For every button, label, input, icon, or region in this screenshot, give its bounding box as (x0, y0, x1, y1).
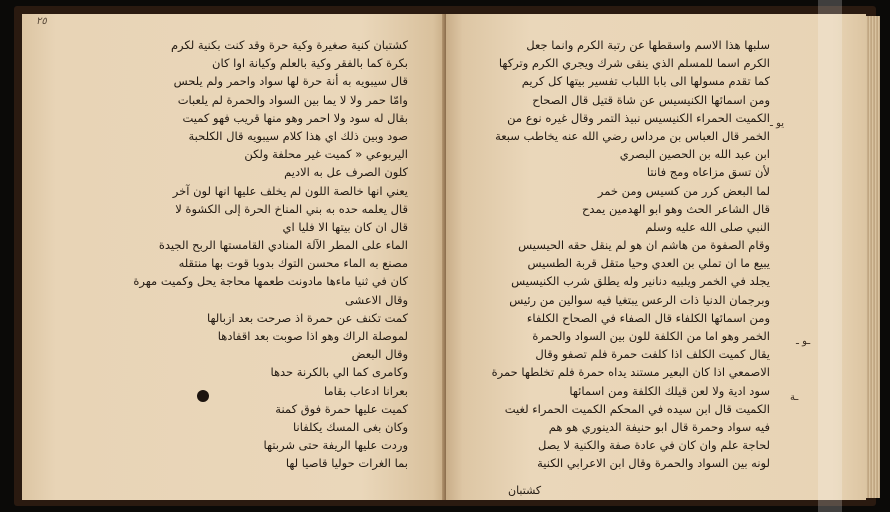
margin-note: يو ـ (770, 118, 785, 129)
manuscript-line: كميت عليها حمرة فوق كمنة (275, 401, 408, 416)
manuscript-line: بقال له سود ولا احمر وهو منها قريب فهو كميت (182, 110, 408, 125)
manuscript-line: صود وبين ذلك اي هذا كلام سيبويه قال الكلحبة (188, 128, 408, 143)
manuscript-line: وامّا حمر ولا لا يما بين السواد والحمرة لم يلعبات (177, 92, 408, 107)
manuscript-line: كان في ثنيا ماءها مادونت طعمها محاجة يحل وكميت مهرة (133, 274, 408, 289)
margin-note: ـة (790, 392, 799, 403)
manuscript-line: سود ادية ولا لعن قيلك الكلفة ومن اسمائها (569, 383, 770, 398)
page-edges (866, 16, 880, 498)
ink-blot (197, 390, 209, 402)
page-number: ٢٥ (36, 16, 47, 27)
manuscript-line: يقال كميت الكلف اذا كلفت حمرة فلم تصفو وقال (535, 347, 770, 362)
manuscript-line: مصنع به الماء محسن التوك بدوبا قوت بها منتقله (178, 256, 408, 271)
manuscript-line: وقال البعض (351, 347, 408, 362)
manuscript-line: يجلد في الخمر ويلبيه دنانير وله يطلق شرب الكنيسيس (511, 274, 770, 289)
light-reflection (818, 0, 842, 512)
manuscript-line: الكرم اسما للمسلم الذي ينقى شرك ويجري الكرم وتركها (498, 56, 770, 71)
manuscript-line: اليربوعي « كميت غير محلفة ولكن (244, 147, 408, 162)
left-page-text (108, 36, 408, 473)
manuscript-line: قال الشاعر الحث وهو ابو الهدمين يمدح (582, 201, 770, 216)
manuscript-line: كلون الصرف عل به الاديم (284, 165, 408, 180)
manuscript-line: قال سيبويه به أنة حرة لها سواد واحمر ولم يلحس (173, 74, 408, 89)
manuscript-line: لحاجة علم وان كان في عادة صفة والكنية لا يصل (537, 438, 770, 453)
manuscript-line: لونه بين السواد والحمرة وقال ابن الاعرابي الكنية (537, 456, 770, 471)
manuscript-line: الخمر قال العباس بن مرداس رضي الله عنه يخاطب سبعة (495, 128, 770, 143)
manuscript-line: كمت تكنف عن حمرة اذ صرحت بعد ازبالها (206, 310, 408, 325)
manuscript-line: لموصلة الراك وهو اذا صوبت بعد اقفادها (217, 329, 408, 343)
manuscript-line: قال يعلمه حده به بني المناخ الحرة إلى الكشوة لا (175, 201, 408, 216)
manuscript-line: ومن اسمائها الكنيسيس عن شاة قتيل قال الصحاح (532, 92, 770, 107)
catchword: كشتبان (508, 484, 542, 497)
manuscript-line: بعرانا ادعاب بقاما (324, 383, 408, 398)
margin-note: ـو ـ (796, 336, 811, 347)
manuscript-line: يبيع ما ان تملي بن العدي وحيا متقل قربة الطسيس (527, 256, 770, 271)
manuscript-line: كما تقدم مسولها الى بابا اللباب تفسير بيتها كل كريم (521, 74, 770, 89)
manuscript-line: الماء على المطر الآلة المنادي القامستها الربح الجيدة (158, 238, 408, 253)
manuscript-line: كشتبان كنية صغيرة وكية حرة وقد كنت بكنية لكرم (170, 38, 408, 52)
right-page-text (470, 36, 770, 473)
manuscript-line: ومن اسمائها الكلفاء قال الصفاء في الصحاح الكلفاء (526, 310, 770, 325)
manuscript-line: الخمر وهو اما من الكلفة للون بين السواد والحمرة (532, 329, 770, 343)
manuscript-line: وكان بغى المسك يكلفانا (293, 419, 408, 434)
manuscript-line: النبي صلى الله عليه وسلم (645, 219, 770, 234)
manuscript-line: بكرة كما بالفقر وكية بالعلم وكيانة اوا كان (212, 56, 408, 71)
manuscript-line: لما البعض كرر من كسيس ومن خمر (597, 183, 770, 198)
manuscript-line: وقام الصفوة من هاشم ان هو لم ينقل حقه الحيسيس (518, 238, 770, 253)
manuscript-line: بما الغرات حوليا قاصيا لها (285, 456, 408, 471)
manuscript-line: يعني انها خالصة اللون لم يخلف عليها انها لون آخر (172, 183, 408, 198)
manuscript-line: الاصمعي اذا كان البعير مستند يداه حمرة فلم تخلطها حمرة (491, 365, 770, 380)
manuscript-line: وبرجمان الدنيا ذات الرعس يبتغيا فيه سوالين من رئيس (509, 292, 770, 307)
manuscript-line: وكامرى كما الي بالكرنة حدها (270, 365, 408, 380)
manuscript-line: قال ان كان بيتها الا فليا اي (282, 219, 408, 234)
manuscript-line: لأن تسق مزاعاه ومج فانتا (646, 165, 770, 180)
manuscript-line: وقال الاعشى (344, 292, 408, 307)
manuscript-line: فيه سواد وحمرة قال ابو حنيفة الدينوري هو هم (548, 419, 770, 434)
manuscript-line: الكميت قال ابن سيده في المحكم الكميت الحمراء لغيت (504, 401, 770, 416)
manuscript-line: وردت عليها الريفة حتى شربتها (263, 438, 408, 453)
manuscript-line: سلبها هذا الاسم واسقطها عن رتبة الكرم وانما جعل (526, 38, 770, 52)
manuscript-line: ابن عبد الله بن الحصين البصري (619, 147, 770, 162)
manuscript-line: الكميت الحمراء الكنيسيس نبيذ التمر وقال غيره نوع من (507, 110, 770, 125)
